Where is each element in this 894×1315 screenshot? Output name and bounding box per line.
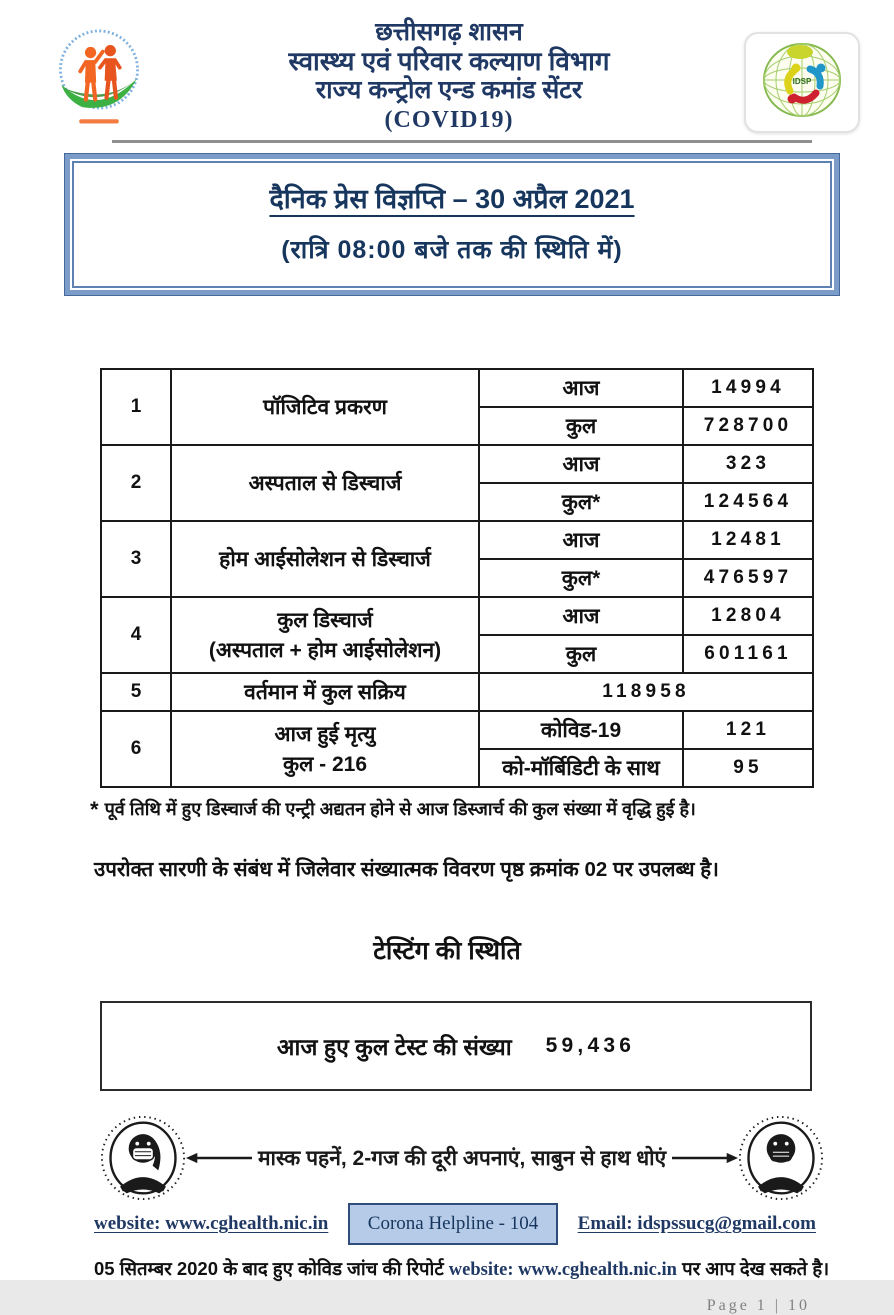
row4-today-label: आज	[479, 597, 683, 635]
row1-sn: 1	[101, 369, 171, 445]
website-link[interactable]: website: www.cghealth.nic.in	[94, 1213, 329, 1234]
row4-desc	[171, 597, 479, 673]
total-tests-box	[100, 1001, 812, 1091]
row2-total-value: 124564	[683, 483, 813, 521]
row4-sn: 4	[101, 597, 171, 673]
table-row	[101, 597, 813, 635]
row3-total-label: कुल*	[479, 559, 683, 597]
row2-sn: 2	[101, 445, 171, 521]
row6-covid-label: कोविड-19	[479, 711, 683, 749]
row1-desc: पॉजिटिव प्रकरण	[171, 369, 479, 445]
row1-today-label: आज	[479, 369, 683, 407]
total-tests-label: आज हुए कुल टेस्ट की संख्या	[276, 1034, 512, 1060]
row1-today-value: 14994	[683, 369, 813, 407]
row2-desc: अस्पताल से डिस्चार्ज	[171, 445, 479, 521]
footnote-asterisk: *	[90, 797, 99, 822]
row4-total-label: कुल	[479, 635, 683, 673]
report-availability-line	[94, 1257, 838, 1283]
footnote-text: पूर्व तिथि में हुए डिस्चार्ज की एन्ट्री अद्यतन होने से आज डिस्जार्च की कुल संख्या में वृद्धि हुई है।	[104, 799, 696, 819]
table-row	[101, 521, 813, 559]
idsp-logo-text: IDSP	[792, 77, 812, 86]
row6-sn: 6	[101, 711, 171, 787]
row2-today-value: 323	[683, 445, 813, 483]
row1-total-value: 728700	[683, 407, 813, 445]
row4-desc-line2: (अस्पताल + होम आईसोलेशन)	[208, 639, 442, 662]
row5-desc: वर्तमान में कुल सक्रिय	[171, 673, 479, 711]
total-tests-value: 59,436	[545, 1034, 636, 1057]
covid-stats-table	[100, 368, 814, 788]
precaution-slogan-text: मास्क पहनें, 2-गज की दूरी अपनाएं, साबुन से हाथ धोएं	[258, 1147, 667, 1170]
right-arrow-icon	[672, 1151, 738, 1165]
row6-desc	[171, 711, 479, 787]
org-covid-label: (COVID19)	[384, 107, 514, 133]
nhm-chhattisgarh-logo	[44, 16, 154, 128]
row1-total-label: कुल	[479, 407, 683, 445]
row6-desc-line2: कुल - 216	[282, 753, 368, 776]
table-row	[101, 711, 813, 749]
header-org-titles	[154, 16, 744, 134]
document-header	[0, 0, 894, 134]
report-website-link[interactable]: website: www.cghealth.nic.in	[448, 1260, 677, 1280]
row3-today-value: 12481	[683, 521, 813, 559]
left-arrow-icon	[186, 1151, 252, 1165]
testing-status-heading: टेस्टिंग की स्थिति	[373, 937, 521, 965]
table-row	[101, 369, 813, 407]
row4-desc-line1: कुल डिस्चार्ज	[277, 609, 373, 632]
row4-today-value: 12804	[683, 597, 813, 635]
page-number: Page 1 | 10	[706, 1296, 810, 1314]
row3-today-label: आज	[479, 521, 683, 559]
org-name-line3: राज्य कन्ट्रोल एन्ड कमांड सेंटर	[315, 76, 583, 104]
row6-comorbidity-label: को-मॉर्बिडिटी के साथ	[479, 749, 683, 787]
header-divider-line	[112, 140, 812, 143]
press-title-box	[64, 153, 840, 296]
press-release-title: दैनिक प्रेस विज्ञप्ति – 30 अप्रैल 2021	[269, 184, 635, 214]
press-release-subtitle: (रात्रि 08:00 बजे तक की स्थिति में)	[281, 236, 623, 264]
org-name-line2: स्वास्थ्य एवं परिवार कल्याण विभाग	[288, 46, 610, 76]
report-line-prefix: 05 सितम्बर 2020 के बाद हुए कोविड जांच की रिपोर्ट	[94, 1258, 444, 1279]
row2-total-label: कुल*	[479, 483, 683, 521]
discharge-footnote	[90, 797, 894, 823]
idsp-globe-icon	[750, 35, 854, 125]
table-row	[101, 445, 813, 483]
row6-desc-line1: आज हुई मृत्यु	[274, 723, 376, 746]
report-line-suffix: पर आप देख सकते है।	[682, 1258, 830, 1279]
row3-total-value: 476597	[683, 559, 813, 597]
row6-covid-value: 121	[683, 711, 813, 749]
masked-man-icon	[738, 1115, 824, 1201]
corona-helpline-badge: Corona Helpline - 104	[348, 1203, 558, 1245]
footer-contact-row	[94, 1203, 816, 1245]
masked-woman-icon	[100, 1115, 186, 1201]
row6-comorbidity-value: 95	[683, 749, 813, 787]
row3-sn: 3	[101, 521, 171, 597]
nhm-logo-icon	[52, 26, 146, 128]
org-name-line1: छत्तीसगढ़ शासन	[375, 18, 523, 46]
covid-precaution-banner	[100, 1115, 800, 1201]
row3-desc: होम आईसोलेशन से डिस्चार्ज	[171, 521, 479, 597]
row2-today-label: आज	[479, 445, 683, 483]
row4-total-value: 601161	[683, 635, 813, 673]
idsp-logo-card	[744, 32, 860, 133]
email-link[interactable]: Email: idspssucg@gmail.com	[577, 1213, 816, 1234]
row5-sn: 5	[101, 673, 171, 711]
table-row	[101, 673, 813, 711]
districtwise-note: उपरोक्त सारणी के संबंध में जिलेवार संख्यात्मक विवरण पृष्ठ क्रमांक 02 पर उपलब्ध है।	[94, 858, 719, 881]
row5-active-value: 118958	[479, 673, 813, 711]
